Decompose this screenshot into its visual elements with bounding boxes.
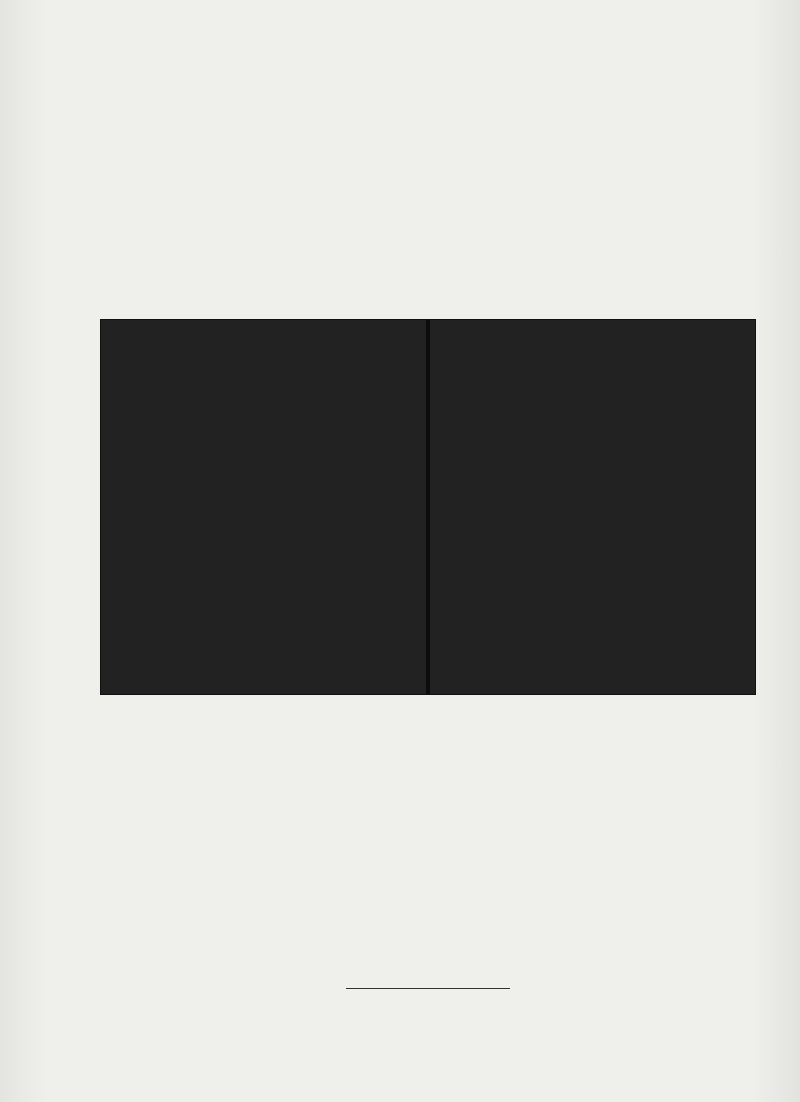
engraving-after-excitation <box>103 322 426 692</box>
engraving-figure <box>100 319 756 695</box>
footnote-rule <box>346 988 510 989</box>
engraving-normal-state <box>430 322 753 692</box>
